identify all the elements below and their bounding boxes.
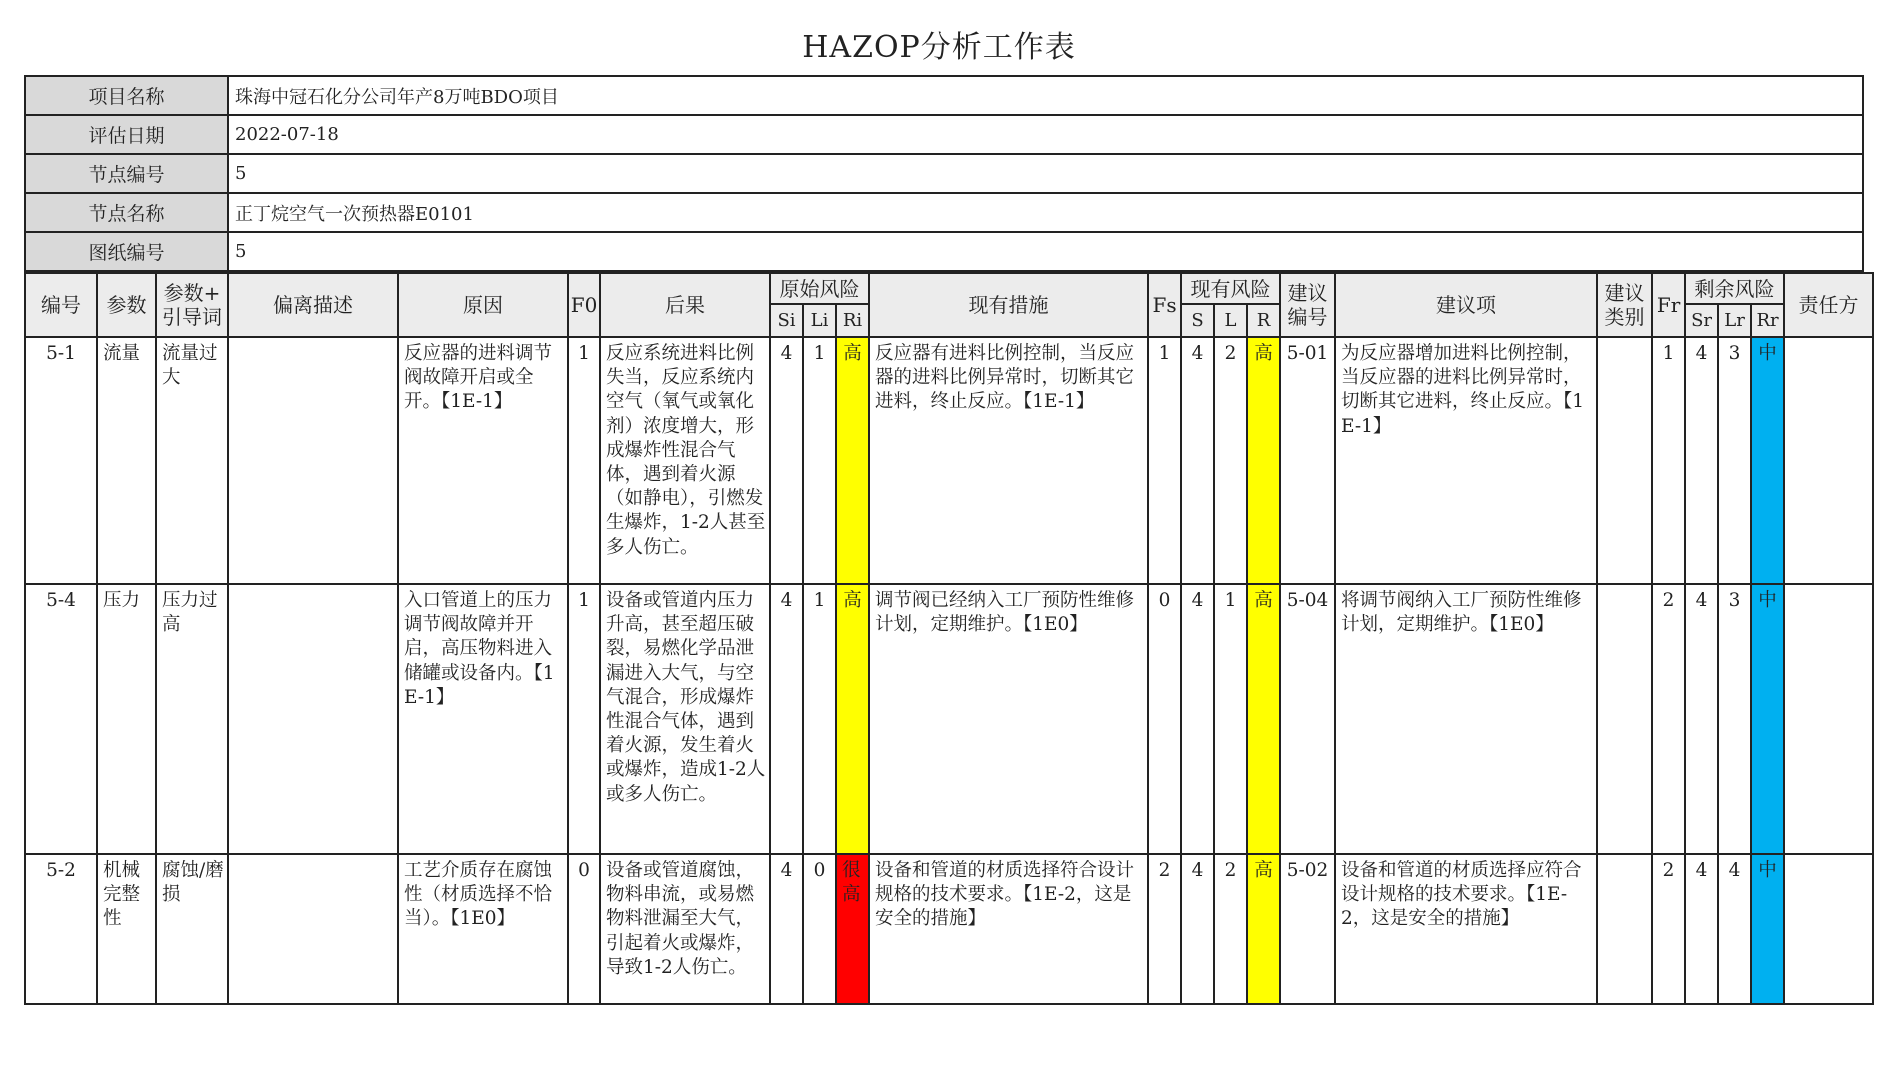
- cell-li: 0: [803, 854, 836, 1004]
- cell-guide: 压力过高: [156, 584, 228, 854]
- cell-l: 2: [1214, 337, 1247, 584]
- cell-consequence: 设备或管道腐蚀，物料串流，或易燃物料泄漏至大气，引起着火或爆炸，导致1-2人伤亡。: [600, 854, 770, 1004]
- info-value: 2022-07-18: [228, 115, 1863, 154]
- cell-recommendation: 设备和管道的材质选择应符合设计规格的技术要求。【1E-2，这是安全的措施】: [1335, 854, 1597, 1004]
- header-deviation: 偏离描述: [228, 273, 398, 337]
- cell-rr: 中: [1751, 854, 1784, 1004]
- cell-li: 1: [803, 584, 836, 854]
- header-li: Li: [803, 304, 836, 337]
- info-label: 节点编号: [25, 154, 228, 193]
- cell-rec-type: [1597, 584, 1652, 854]
- cell-no: 5-2: [25, 854, 97, 1004]
- cell-si: 4: [770, 337, 803, 584]
- cell-no: 5-4: [25, 584, 97, 854]
- cell-measures: 调节阀已经纳入工厂预防性维修计划，定期维护。【1E0】: [869, 584, 1148, 854]
- cell-lr: 3: [1718, 584, 1751, 854]
- cell-param: 流量: [97, 337, 156, 584]
- header-fs: Fs: [1148, 273, 1181, 337]
- cell-r: 高: [1247, 584, 1280, 854]
- cell-rec-no: 5-02: [1280, 854, 1335, 1004]
- cell-fr: 1: [1652, 337, 1685, 584]
- cell-ri: 高: [836, 584, 869, 854]
- header-sr: Sr: [1685, 304, 1718, 337]
- cell-rec-type: [1597, 337, 1652, 584]
- info-row: [25, 76, 1863, 115]
- cell-guide: 腐蚀/磨损: [156, 854, 228, 1004]
- info-value: 珠海中冠石化分公司年产8万吨BDO项目: [228, 76, 1863, 115]
- header-fr: Fr: [1652, 273, 1685, 337]
- cell-sr: 4: [1685, 854, 1718, 1004]
- cell-rr: 中: [1751, 337, 1784, 584]
- project-info-table: [24, 75, 1864, 272]
- cell-param: 压力: [97, 584, 156, 854]
- info-value: 5: [228, 232, 1863, 271]
- cell-fs: 0: [1148, 584, 1181, 854]
- cell-lr: 3: [1718, 337, 1751, 584]
- cell-rec-no: 5-04: [1280, 584, 1335, 854]
- cell-cause: 反应器的进料调节阀故障开启或全开。【1E-1】: [398, 337, 568, 584]
- header-original-risk: 原始风险: [770, 273, 869, 304]
- cell-l: 2: [1214, 854, 1247, 1004]
- header-l: L: [1214, 304, 1247, 337]
- cell-guide: 流量过大: [156, 337, 228, 584]
- cell-consequence: 设备或管道内压力升高，甚至超压破裂，易燃化学品泄漏进入大气，与空气混合，形成爆炸性混合气体，遇到着火源，发生着火或爆炸，造成1-2人或多人伤亡。: [600, 584, 770, 854]
- header-row: [25, 273, 1873, 304]
- header-param: 参数: [97, 273, 156, 337]
- cell-cause: 工艺介质存在腐蚀性（材质选择不恰当）。【1E0】: [398, 854, 568, 1004]
- header-no: 编号: [25, 273, 97, 337]
- cell-fr: 2: [1652, 584, 1685, 854]
- cell-recommendation: 将调节阀纳入工厂预防性维修计划，定期维护。【1E0】: [1335, 584, 1597, 854]
- cell-cause: 入口管道上的压力调节阀故障并开启，高压物料进入储罐或设备内。【1E-1】: [398, 584, 568, 854]
- cell-rec-type: [1597, 854, 1652, 1004]
- cell-sr: 4: [1685, 584, 1718, 854]
- cell-owner: [1784, 584, 1873, 854]
- info-label: 评估日期: [25, 115, 228, 154]
- table-row: [25, 854, 1873, 1004]
- header-recommendation: 建议项: [1335, 273, 1597, 337]
- info-label: 项目名称: [25, 76, 228, 115]
- cell-lr: 4: [1718, 854, 1751, 1004]
- header-current-risk: 现有风险: [1181, 273, 1280, 304]
- header-ri: Ri: [836, 304, 869, 337]
- cell-owner: [1784, 854, 1873, 1004]
- cell-fr: 2: [1652, 854, 1685, 1004]
- header-measures: 现有措施: [869, 273, 1148, 337]
- cell-s: 4: [1181, 337, 1214, 584]
- header-cause: 原因: [398, 273, 568, 337]
- cell-l: 1: [1214, 584, 1247, 854]
- info-row: [25, 193, 1863, 232]
- table-row: [25, 337, 1873, 584]
- cell-s: 4: [1181, 854, 1214, 1004]
- cell-recommendation: 为反应器增加进料比例控制，当反应器的进料比例异常时，切断其它进料，终止反应。【1E-1】: [1335, 337, 1597, 584]
- header-consequence: 后果: [600, 273, 770, 337]
- cell-owner: [1784, 337, 1873, 584]
- cell-rec-no: 5-01: [1280, 337, 1335, 584]
- cell-deviation: [228, 337, 398, 584]
- cell-sr: 4: [1685, 337, 1718, 584]
- cell-param: 机械完整性: [97, 854, 156, 1004]
- header-si: Si: [770, 304, 803, 337]
- cell-fs: 1: [1148, 337, 1181, 584]
- info-label: 图纸编号: [25, 232, 228, 271]
- info-value: 5: [228, 154, 1863, 193]
- header-rec-type: 建议 类别: [1597, 273, 1652, 337]
- cell-measures: 设备和管道的材质选择符合设计规格的技术要求。【1E-2，这是安全的措施】: [869, 854, 1148, 1004]
- cell-rr: 中: [1751, 584, 1784, 854]
- cell-r: 高: [1247, 854, 1280, 1004]
- info-row: [25, 154, 1863, 193]
- hazop-table: [24, 272, 1874, 1005]
- header-guide: 参数+ 引导词: [156, 273, 228, 337]
- cell-ri: 很高: [836, 854, 869, 1004]
- cell-fs: 2: [1148, 854, 1181, 1004]
- info-row: [25, 115, 1863, 154]
- info-value: 正丁烷空气一次预热器E0101: [228, 193, 1863, 232]
- cell-consequence: 反应系统进料比例失当，反应系统内空气（氧气或氧化剂）浓度增大，形成爆炸性混合气体，遇到着火源（如静电），引燃发生爆炸，1-2人甚至多人伤亡。: [600, 337, 770, 584]
- cell-f0: 1: [568, 337, 600, 584]
- cell-si: 4: [770, 854, 803, 1004]
- cell-li: 1: [803, 337, 836, 584]
- header-rr: Rr: [1751, 304, 1784, 337]
- info-label: 节点名称: [25, 193, 228, 232]
- page-title: HAZOP分析工作表: [802, 30, 1076, 65]
- cell-no: 5-1: [25, 337, 97, 584]
- table-row: [25, 584, 1873, 854]
- header-f0: F0: [568, 273, 600, 337]
- cell-ri: 高: [836, 337, 869, 584]
- cell-si: 4: [770, 584, 803, 854]
- header-lr: Lr: [1718, 304, 1751, 337]
- header-owner: 责任方: [1784, 273, 1873, 337]
- cell-deviation: [228, 854, 398, 1004]
- cell-measures: 反应器有进料比例控制，当反应器的进料比例异常时，切断其它进料，终止反应。【1E-1】: [869, 337, 1148, 584]
- header-residual-risk: 剩余风险: [1685, 273, 1784, 304]
- cell-r: 高: [1247, 337, 1280, 584]
- cell-f0: 0: [568, 854, 600, 1004]
- cell-f0: 1: [568, 584, 600, 854]
- header-r: R: [1247, 304, 1280, 337]
- cell-s: 4: [1181, 584, 1214, 854]
- cell-deviation: [228, 584, 398, 854]
- info-row: [25, 232, 1863, 271]
- header-rec-no: 建议 编号: [1280, 273, 1335, 337]
- header-s: S: [1181, 304, 1214, 337]
